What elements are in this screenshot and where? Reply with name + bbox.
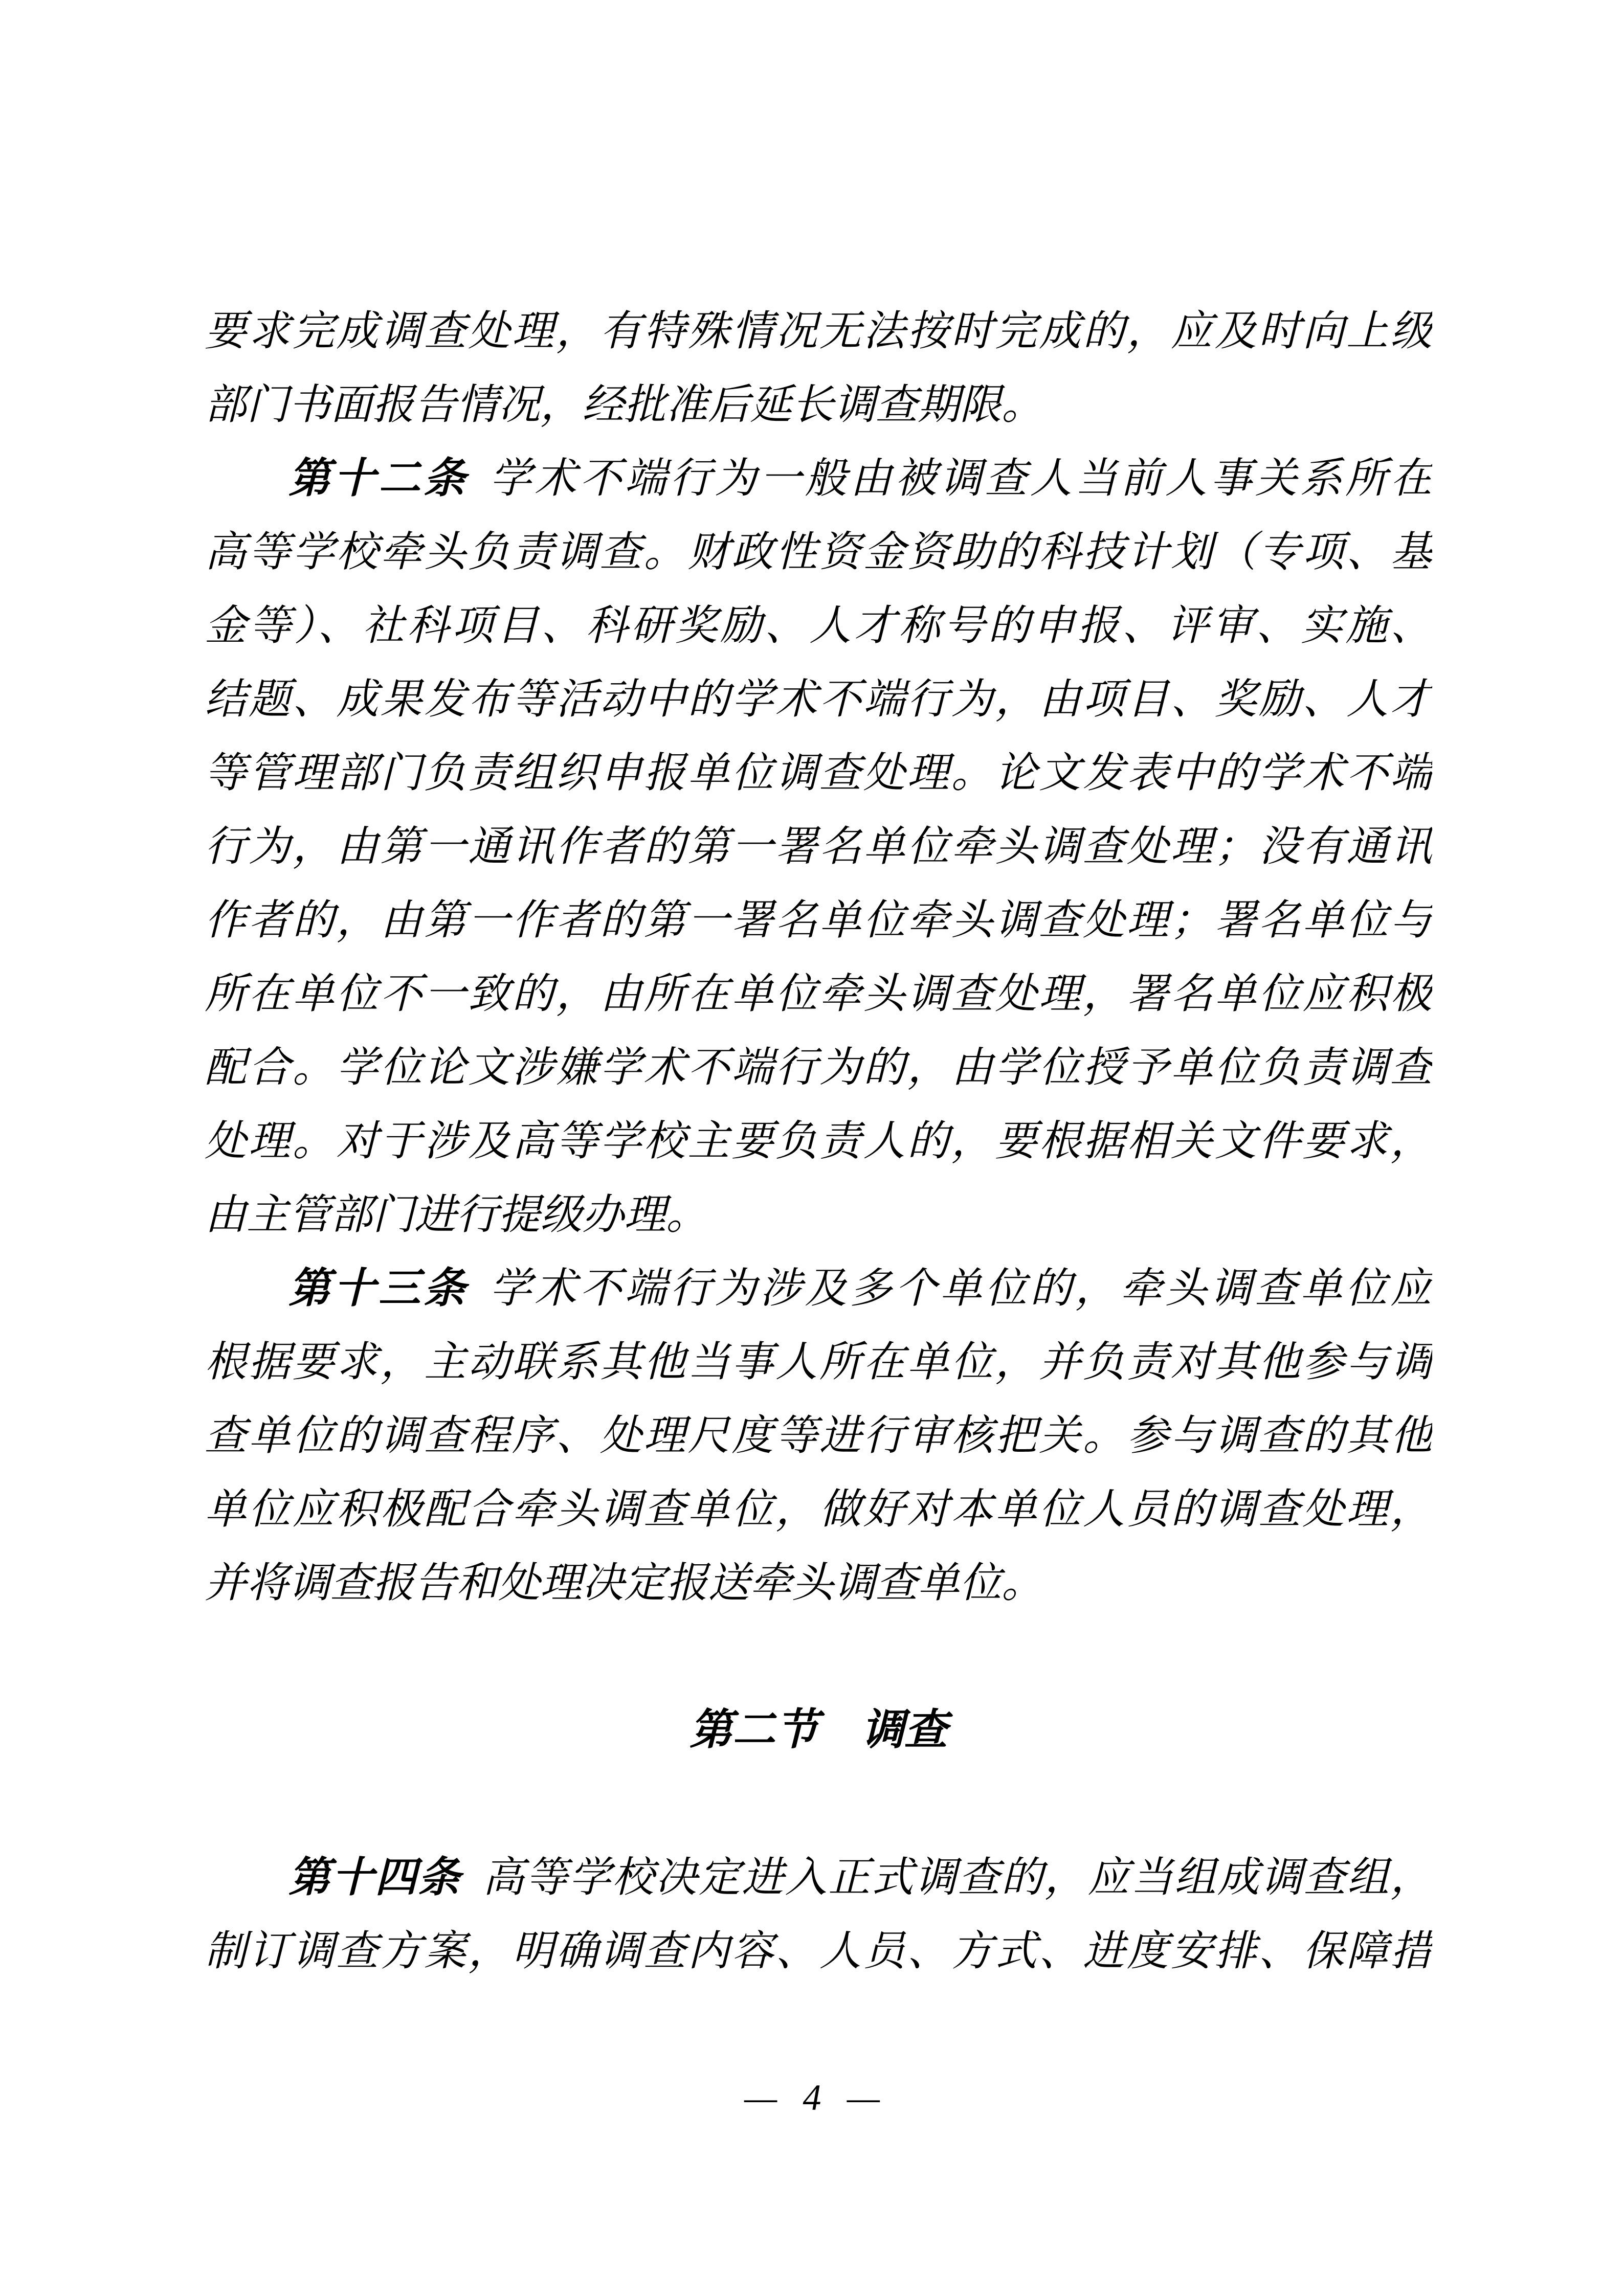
text-line: 等管理部门负责组织申报单位调查处理。论文发表中的学术不端: [205, 750, 1432, 796]
text-line: 并将调查报告和处理决定报送牵头调查单位。: [205, 1560, 1043, 1606]
section-heading: 第二节 调查: [689, 1706, 947, 1754]
text-line: 行为，由第一通讯作者的第一署名单位牵头调查处理；没有通讯: [205, 823, 1432, 870]
text-line-article-14: [205, 1841, 1432, 1915]
text-line: 单位应积极配合牵头调查单位，做好对本单位人员的调查处理，: [205, 1486, 1432, 1533]
blank-line: [205, 1620, 1432, 1694]
text-line: 查单位的调查程序、处理尺度等进行审核把关。参与调查的其他: [205, 1412, 1432, 1459]
text-line: 高等学校牵头负责调查。财政性资金资助的科技计划（专项、基: [205, 529, 1432, 575]
article-13-text: 学术不端行为涉及多个单位的，牵头调查单位应: [490, 1265, 1432, 1312]
page-number: — 4 —: [744, 2077, 880, 2118]
text-line: 金等）、社科项目、科研奖励、人才称号的申报、评审、实施、: [205, 602, 1432, 649]
text-line: 根据要求，主动联系其他当事人所在单位，并负责对其他参与调: [205, 1339, 1432, 1385]
article-14-number: 第十四条: [288, 1854, 462, 1901]
blank-line: [205, 1767, 1432, 1841]
text-line: 由主管部门进行提级办理。: [205, 1191, 708, 1238]
text-line: 部门书面报告情况，经批准后延长调查期限。: [205, 381, 1043, 428]
article-12-text: 学术不端行为一般由被调查人当前人事关系所在: [490, 455, 1432, 502]
article-12-number: 第十二条: [288, 455, 469, 502]
text-line: 结题、成果发布等活动中的学术不端行为，由项目、奖励、人才: [205, 676, 1432, 723]
text-line: 配合。学位论文涉嫌学术不端行为的，由学位授予单位负责调查: [205, 1044, 1432, 1091]
text-line-article-12: [205, 442, 1432, 515]
article-13-number: 第十三条: [288, 1265, 469, 1312]
article-14-text: 高等学校决定进入正式调查的，应当组成调查组，: [482, 1854, 1432, 1901]
text-line: 要求完成调查处理，有特殊情况无法按时完成的，应及时向上级: [205, 308, 1432, 354]
text-line-article-13: [205, 1252, 1432, 1325]
text-line: 处理。对于涉及高等学校主要负责人的，要根据相关文件要求，: [205, 1118, 1432, 1164]
text-line: 所在单位不一致的，由所在单位牵头调查处理，署名单位应积极: [205, 971, 1432, 1017]
document-body: [205, 295, 1432, 1988]
text-line: 制订调查方案，明确调查内容、人员、方式、进度安排、保障措: [205, 1928, 1432, 1974]
text-line: 作者的，由第一作者的第一署名单位牵头调查处理；署名单位与: [205, 897, 1432, 943]
